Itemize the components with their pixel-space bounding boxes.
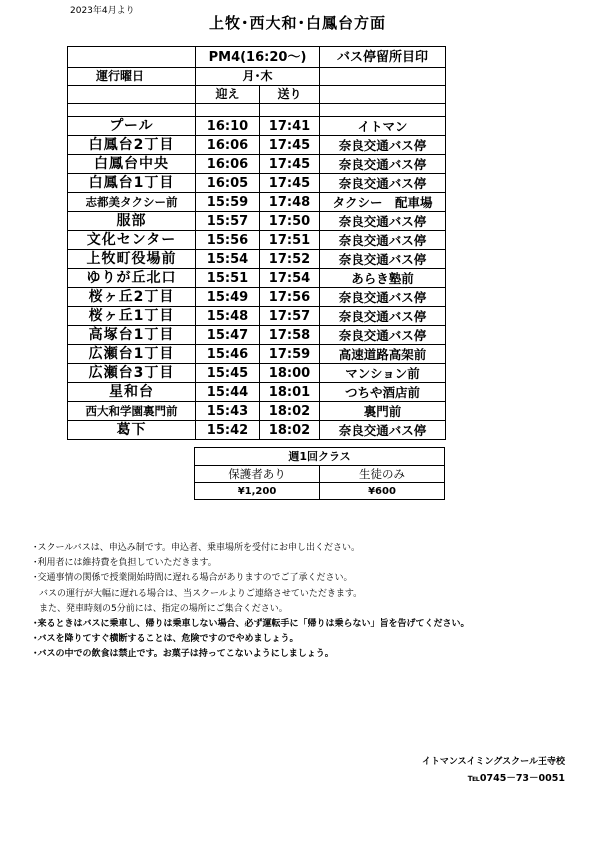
spacer-cell [196,104,260,117]
stop-name: 白鳳台2丁目 [68,136,196,155]
pickup-time: 16:06 [196,136,260,155]
stop-name: ゆりが丘北口 [68,269,196,288]
schedule-row [68,288,446,307]
stop-name: 桜ヶ丘2丁目 [68,288,196,307]
pickup-time: 15:59 [196,193,260,212]
spacer-cell [68,104,196,117]
schedule-row [68,383,446,402]
dropoff-time: 18:02 [260,402,320,421]
pricing-table [194,447,445,500]
dropoff-time: 17:41 [260,117,320,136]
header-row-session [68,47,446,68]
schedule-row [68,307,446,326]
stop-name: 白鳳台中央 [68,155,196,174]
schedule-row [68,326,446,345]
pickup-time: 16:06 [196,155,260,174]
pickup-time: 16:05 [196,174,260,193]
days-value: 月･木 [196,68,320,86]
with-guardian-label: 保護者あり [195,466,320,483]
header-blank-cell [68,86,196,104]
header-row-days [68,68,446,86]
schedule-row [68,364,446,383]
header-row-direction [68,86,446,104]
stop-name: 桜ヶ丘1丁目 [68,307,196,326]
dropoff-time: 17:50 [260,212,320,231]
dropoff-time: 17:52 [260,250,320,269]
dropoff-time: 17:48 [260,193,320,212]
student-only-price: ¥600 [320,483,445,500]
pickup-time: 15:44 [196,383,260,402]
stop-name: 高塚台1丁目 [68,326,196,345]
note-item: バスの運行が大幅に遅れる場合は、当スクールよりご連絡させていただきます。 [39,588,363,599]
stop-landmark: つちや酒店前 [320,383,446,402]
pickup-time: 15:42 [196,421,260,440]
pickup-time: 15:56 [196,231,260,250]
pickup-time: 15:45 [196,364,260,383]
schedule-row [68,269,446,288]
with-guardian-price: ¥1,200 [195,483,320,500]
schedule-body [68,47,446,440]
dropoff-time: 17:56 [260,288,320,307]
stop-landmark: 奈良交通バス停 [320,231,446,250]
stop-name: 服部 [68,212,196,231]
bus-schedule-table [67,46,446,440]
header-blank-cell [320,86,446,104]
phone-number: ℡0745－73－0051 [467,773,565,784]
stop-name: 志都美タクシー前 [68,193,196,212]
landmark-header: バス停留所目印 [320,47,446,68]
header-blank-cell [320,68,446,86]
stop-landmark: 奈良交通バス停 [320,174,446,193]
schedule-row [68,402,446,421]
spacer-cell [260,104,320,117]
pickup-time: 15:48 [196,307,260,326]
schedule-row [68,193,446,212]
stop-name: 広瀬台3丁目 [68,364,196,383]
pickup-time: 15:57 [196,212,260,231]
pickup-time: 15:49 [196,288,260,307]
effective-date-note: 2023年4月より [70,6,135,16]
schedule-row [68,155,446,174]
stop-name: 葛下 [68,421,196,440]
stop-landmark: 奈良交通バス停 [320,155,446,174]
schedule-row [68,250,446,269]
dropoff-time: 18:00 [260,364,320,383]
pickup-header: 迎え [196,86,260,104]
pickup-time: 15:47 [196,326,260,345]
stop-landmark: マンション前 [320,364,446,383]
stop-landmark: イトマン [320,117,446,136]
stop-landmark: あらき塾前 [320,269,446,288]
stop-name: 西大和学園裏門前 [68,402,196,421]
stop-name: 星和台 [68,383,196,402]
pricing-title: 週1回クラス [195,448,445,466]
note-item: ･バスを降りてすぐ横断することは、危険ですのでやめましょう。 [33,634,299,645]
stop-name: 広瀬台1丁目 [68,345,196,364]
pickup-time: 15:54 [196,250,260,269]
notes-list [33,541,573,663]
note-item: ･バスの中での飲食は禁止です。お菓子は持ってこないようにしましょう。 [33,649,334,660]
stop-landmark: 奈良交通バス停 [320,326,446,345]
pickup-time: 15:46 [196,345,260,364]
schedule-row [68,174,446,193]
stop-name: プール [68,117,196,136]
pickup-time: 15:43 [196,402,260,421]
schedule-row [68,212,446,231]
spacer-row [68,104,446,117]
stop-landmark: タクシー 配車場 [320,193,446,212]
stop-landmark: 高速道路高架前 [320,345,446,364]
dropoff-time: 17:58 [260,326,320,345]
dropoff-time: 18:02 [260,421,320,440]
stop-name: 文化センター [68,231,196,250]
dropoff-header: 送り [260,86,320,104]
dropoff-time: 17:51 [260,231,320,250]
school-name: イトマンスイミングスクール王寺校 [421,757,565,767]
schedule-row [68,421,446,440]
page-title: 上牧･西大和･白鳳台方面 [208,14,386,32]
student-only-label: 生徒のみ [320,466,445,483]
dropoff-time: 17:54 [260,269,320,288]
dropoff-time: 17:45 [260,174,320,193]
stop-landmark: 奈良交通バス停 [320,250,446,269]
stop-name: 上牧町役場前 [68,250,196,269]
stop-landmark: 奈良交通バス停 [320,212,446,231]
dropoff-time: 17:57 [260,307,320,326]
stop-landmark: 奈良交通バス停 [320,136,446,155]
stop-landmark: 奈良交通バス停 [320,307,446,326]
stop-landmark: 裏門前 [320,402,446,421]
dropoff-time: 17:59 [260,345,320,364]
pickup-time: 16:10 [196,117,260,136]
spacer-cell [320,104,446,117]
header-blank-cell [68,47,196,68]
session-header: PM4(16:20～) [196,47,320,68]
dropoff-time: 18:01 [260,383,320,402]
days-label: 運行曜日 [68,68,196,86]
stop-landmark: 奈良交通バス停 [320,421,446,440]
stop-name: 白鳳台1丁目 [68,174,196,193]
stop-landmark: 奈良交通バス停 [320,288,446,307]
schedule-row [68,136,446,155]
note-item: ･スクールバスは、申込み制です。申込者、乗車場所を受付にお申し出ください。 [33,543,360,553]
schedule-row [68,231,446,250]
note-item: ･利用者には維持費を負担していただきます。 [33,558,217,569]
note-item: ･交通事情の関係で授業開始時間に遅れる場合がありますのでご了承ください。 [33,573,353,584]
dropoff-time: 17:45 [260,136,320,155]
schedule-row [68,345,446,364]
dropoff-time: 17:45 [260,155,320,174]
note-item: また、発車時刻の5分前には、指定の場所にご集合ください。 [39,603,288,614]
schedule-row [68,117,446,136]
note-item: ･来るときはバスに乗車し、帰りは乗車しない場合、必ず運転手に「帰りは乗らない」旨を告げてください。 [33,619,470,630]
pickup-time: 15:51 [196,269,260,288]
